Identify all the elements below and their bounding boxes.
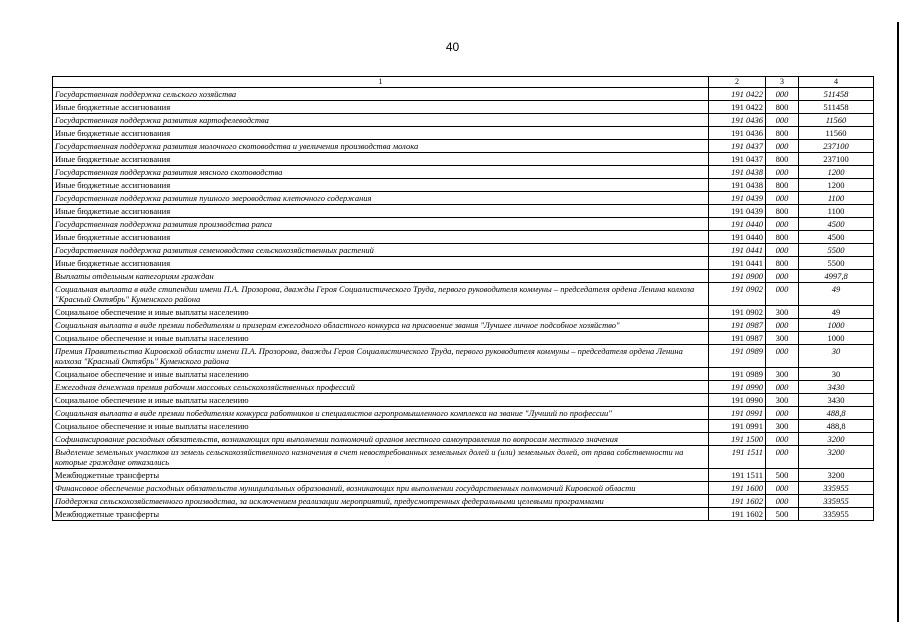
row-name-cell: Ежегодная денежная премия рабочим массовых сельскохозяйственных профессий: [53, 381, 709, 394]
row-name-cell: Выплаты отдельным категориям граждан: [53, 270, 709, 283]
row-type-cell: 000: [766, 482, 799, 495]
row-type-cell: 000: [766, 114, 799, 127]
row-name-cell: Государственная поддержка сельского хозяйства: [53, 88, 709, 101]
table-row: [53, 88, 874, 101]
table-row: [53, 140, 874, 153]
row-amount-cell: 4500: [799, 218, 874, 231]
row-code-cell: 191 0900: [709, 270, 766, 283]
row-name-cell: Межбюджетные трансферты: [53, 508, 709, 521]
row-type-cell: 800: [766, 231, 799, 244]
row-type-cell: 800: [766, 127, 799, 140]
row-code-cell: 191 1602: [709, 495, 766, 508]
row-type-cell: 800: [766, 153, 799, 166]
row-code-cell: 191 0440: [709, 231, 766, 244]
row-type-cell: 500: [766, 508, 799, 521]
header-col-2: 2: [709, 77, 766, 88]
row-amount-cell: 3200: [799, 469, 874, 482]
page-number: 40: [445, 40, 460, 54]
row-name-cell: Софинансирование расходных обязательств, возникающих при выполнении полномочий органов местного самоуправления по вопросам местного значения: [53, 433, 709, 446]
row-name-cell: Социальная выплата в виде стипендии имени П.А. Прозорова, дважды Героя Социалистического Труда, первого руководителя коммуны – председателя ордена Ленина колхоза "Красный Октябрь" Куменского района: [53, 283, 709, 306]
row-type-cell: 800: [766, 179, 799, 192]
table-row: [53, 407, 874, 420]
row-amount-cell: 335955: [799, 508, 874, 521]
table-row: [53, 166, 874, 179]
row-code-cell: 191 0439: [709, 205, 766, 218]
row-code-cell: 191 0991: [709, 407, 766, 420]
page-edge-line: [897, 22, 899, 622]
row-type-cell: 800: [766, 101, 799, 114]
row-type-cell: 000: [766, 345, 799, 368]
table-row: [53, 332, 874, 345]
row-name-cell: Социальное обеспечение и иные выплаты населению: [53, 420, 709, 433]
row-amount-cell: 4500: [799, 231, 874, 244]
row-name-cell: Социальное обеспечение и иные выплаты населению: [53, 306, 709, 319]
table-row: [53, 218, 874, 231]
table-row: [53, 257, 874, 270]
row-amount-cell: 511458: [799, 88, 874, 101]
table-row: [53, 179, 874, 192]
row-type-cell: 000: [766, 270, 799, 283]
row-amount-cell: 3430: [799, 394, 874, 407]
table-row: [53, 101, 874, 114]
table-row: [53, 482, 874, 495]
table-row: [53, 508, 874, 521]
row-amount-cell: 511458: [799, 101, 874, 114]
row-name-cell: Иные бюджетные ассигнования: [53, 231, 709, 244]
row-amount-cell: 488,8: [799, 407, 874, 420]
row-amount-cell: 1200: [799, 179, 874, 192]
row-name-cell: Поддержка сельскохозяйственного производства, за исключением реализации мероприятий, предусмотренных федеральными целевыми программами: [53, 495, 709, 508]
row-name-cell: Государственная поддержка развития картофелеводства: [53, 114, 709, 127]
row-code-cell: 191 0436: [709, 127, 766, 140]
row-name-cell: Иные бюджетные ассигнования: [53, 179, 709, 192]
table-row: [53, 368, 874, 381]
row-amount-cell: 11560: [799, 114, 874, 127]
row-code-cell: 191 0989: [709, 368, 766, 381]
row-amount-cell: 49: [799, 306, 874, 319]
table-row: [53, 420, 874, 433]
row-type-cell: 000: [766, 140, 799, 153]
row-name-cell: Премия Правительства Кировской области имени П.А. Прозорова, дважды Героя Социалистического Труда, первого руководителя коммуны – председателя ордена Ленина колхоза "Красный Октябрь" Куменского района: [53, 345, 709, 368]
row-code-cell: 191 0902: [709, 283, 766, 306]
row-name-cell: Социальное обеспечение и иные выплаты населению: [53, 368, 709, 381]
table-row: [53, 192, 874, 205]
row-amount-cell: 1000: [799, 332, 874, 345]
row-code-cell: 191 0990: [709, 381, 766, 394]
row-amount-cell: 30: [799, 345, 874, 368]
row-amount-cell: 488,8: [799, 420, 874, 433]
row-code-cell: 191 0441: [709, 257, 766, 270]
row-amount-cell: 3200: [799, 446, 874, 469]
row-name-cell: Выделение земельных участков из земель сельскохозяйственного назначения в счет невостребованных земельных долей и (или) земельных долей, от права собственности на которые граждане отказались: [53, 446, 709, 469]
row-code-cell: 191 0437: [709, 140, 766, 153]
row-type-cell: 000: [766, 283, 799, 306]
row-code-cell: 191 0987: [709, 332, 766, 345]
row-code-cell: 191 0902: [709, 306, 766, 319]
table-row: [53, 306, 874, 319]
table-row: [53, 127, 874, 140]
row-amount-cell: 3430: [799, 381, 874, 394]
row-name-cell: Финансовое обеспечение расходных обязательств муниципальных образований, возникающих при выполнении государственных полномочий Кировской области: [53, 482, 709, 495]
row-name-cell: Социальная выплата в виде премии победителям и призерам ежегодного областного конкурса на присвоение звания "Лучшее личное подсобное хозяйство": [53, 319, 709, 332]
row-amount-cell: 3200: [799, 433, 874, 446]
header-col-4: 4: [799, 77, 874, 88]
row-code-cell: 191 1511: [709, 446, 766, 469]
row-amount-cell: 11560: [799, 127, 874, 140]
row-name-cell: Иные бюджетные ассигнования: [53, 257, 709, 270]
row-type-cell: 000: [766, 433, 799, 446]
row-code-cell: 191 1511: [709, 469, 766, 482]
row-code-cell: 191 1600: [709, 482, 766, 495]
table-row: [53, 153, 874, 166]
table-row: [53, 345, 874, 368]
row-amount-cell: 1200: [799, 166, 874, 179]
row-name-cell: Иные бюджетные ассигнования: [53, 101, 709, 114]
row-code-cell: 191 0437: [709, 153, 766, 166]
row-code-cell: 191 0987: [709, 319, 766, 332]
table-row: [53, 270, 874, 283]
row-code-cell: 191 0422: [709, 88, 766, 101]
row-code-cell: 191 0438: [709, 179, 766, 192]
row-code-cell: 191 0991: [709, 420, 766, 433]
row-amount-cell: 1100: [799, 205, 874, 218]
row-type-cell: 300: [766, 332, 799, 345]
row-name-cell: Иные бюджетные ассигнования: [53, 127, 709, 140]
row-name-cell: Иные бюджетные ассигнования: [53, 205, 709, 218]
row-amount-cell: 237100: [799, 153, 874, 166]
row-type-cell: 300: [766, 394, 799, 407]
row-amount-cell: 4997,8: [799, 270, 874, 283]
row-type-cell: 800: [766, 257, 799, 270]
budget-table: [52, 76, 874, 521]
table-row: [53, 381, 874, 394]
table-row: [53, 433, 874, 446]
row-amount-cell: 335955: [799, 482, 874, 495]
table-row: [53, 114, 874, 127]
row-amount-cell: 49: [799, 283, 874, 306]
row-type-cell: 800: [766, 205, 799, 218]
row-code-cell: 191 0439: [709, 192, 766, 205]
row-type-cell: 000: [766, 381, 799, 394]
row-name-cell: Государственная поддержка развития семеноводства сельскохозяйственных растений: [53, 244, 709, 257]
row-name-cell: Государственная поддержка развития молочного скотоводства и увеличения производства молока: [53, 140, 709, 153]
header-col-1: 1: [53, 77, 709, 88]
row-code-cell: 191 1500: [709, 433, 766, 446]
table-row: [53, 394, 874, 407]
row-code-cell: 191 1602: [709, 508, 766, 521]
row-name-cell: Социальное обеспечение и иные выплаты населению: [53, 332, 709, 345]
row-code-cell: 191 0989: [709, 345, 766, 368]
table-row: [53, 283, 874, 306]
row-amount-cell: 1100: [799, 192, 874, 205]
row-type-cell: 300: [766, 306, 799, 319]
row-type-cell: 000: [766, 319, 799, 332]
row-amount-cell: 5500: [799, 257, 874, 270]
row-type-cell: 000: [766, 88, 799, 101]
table-header-row: [53, 77, 874, 88]
row-type-cell: 500: [766, 469, 799, 482]
table-row: [53, 469, 874, 482]
row-code-cell: 191 0438: [709, 166, 766, 179]
row-type-cell: 000: [766, 218, 799, 231]
row-name-cell: Государственная поддержка развития пушного звероводства клеточного содержания: [53, 192, 709, 205]
row-amount-cell: 5500: [799, 244, 874, 257]
row-name-cell: Государственная поддержка развития производства рапса: [53, 218, 709, 231]
row-name-cell: Социальная выплата в виде премии победителям конкурса работников и специалистов агропромышленного комплекса на звание "Лучший по профессии": [53, 407, 709, 420]
row-type-cell: 000: [766, 495, 799, 508]
row-type-cell: 000: [766, 166, 799, 179]
table-row: [53, 231, 874, 244]
table-row: [53, 446, 874, 469]
row-code-cell: 191 0441: [709, 244, 766, 257]
table-row: [53, 244, 874, 257]
row-type-cell: 000: [766, 244, 799, 257]
table-row: [53, 205, 874, 218]
row-amount-cell: 1000: [799, 319, 874, 332]
row-type-cell: 000: [766, 446, 799, 469]
row-amount-cell: 335955: [799, 495, 874, 508]
header-col-3: 3: [766, 77, 799, 88]
row-type-cell: 300: [766, 368, 799, 381]
row-type-cell: 300: [766, 420, 799, 433]
table-row: [53, 319, 874, 332]
table-row: [53, 495, 874, 508]
row-code-cell: 191 0990: [709, 394, 766, 407]
row-name-cell: Социальное обеспечение и иные выплаты населению: [53, 394, 709, 407]
row-code-cell: 191 0422: [709, 101, 766, 114]
row-amount-cell: 30: [799, 368, 874, 381]
row-name-cell: Иные бюджетные ассигнования: [53, 153, 709, 166]
row-type-cell: 000: [766, 407, 799, 420]
row-name-cell: Государственная поддержка развития мясного скотоводства: [53, 166, 709, 179]
row-name-cell: Межбюджетные трансферты: [53, 469, 709, 482]
row-code-cell: 191 0440: [709, 218, 766, 231]
row-type-cell: 000: [766, 192, 799, 205]
row-code-cell: 191 0436: [709, 114, 766, 127]
row-amount-cell: 237100: [799, 140, 874, 153]
